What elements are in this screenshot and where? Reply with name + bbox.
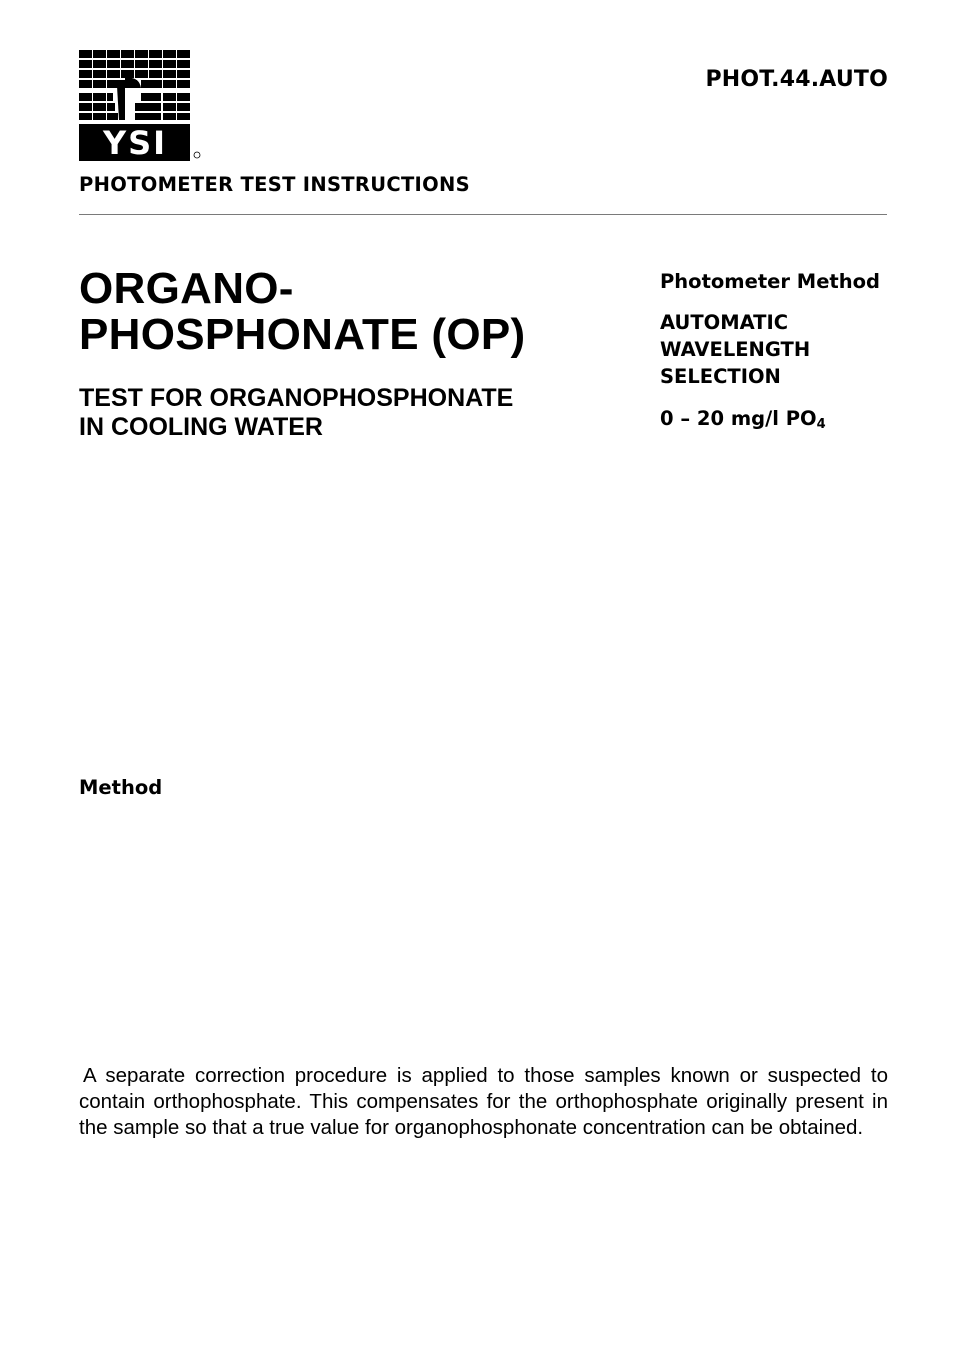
wavelength-selection-line-1: AUTOMATIC [660, 311, 789, 334]
page-title [79, 266, 525, 358]
page-title-line-1: ORGANO- [79, 264, 294, 313]
test-description-line-2: IN COOLING WATER [79, 413, 323, 441]
measurement-range [660, 405, 826, 438]
wavelength-selection-label [660, 309, 810, 390]
method-heading: Method [79, 776, 163, 799]
measurement-range-text: 0 – 20 mg/l PO [660, 407, 817, 430]
measurement-range-subscript: 4 [816, 417, 826, 432]
document-code: PHOT.44.AUTO [705, 67, 888, 92]
wavelength-selection-line-2: WAVELENGTH [660, 338, 811, 361]
header-divider [79, 214, 887, 215]
photometer-method-label: Photometer Method [660, 270, 880, 293]
ysi-logo-icon [79, 48, 203, 162]
page-title-line-2: PHOSPHONATE (OP) [79, 310, 526, 359]
svg-text:YSI: YSI [102, 124, 168, 162]
test-description-line-1: TEST FOR ORGANOPHOSPHONATE [79, 384, 514, 412]
document-subtitle: PHOTOMETER TEST INSTRUCTIONS [79, 173, 470, 196]
correction-paragraph: A separate correction procedure is applied to those samples known or suspected to contain orthophosphate. This compensates for the orthophosphate originally present in the sample so that a true value for organophosphonate concentration can be obtained. [79, 1064, 888, 1139]
test-description [79, 384, 513, 442]
wavelength-selection-line-3: SELECTION [660, 365, 781, 388]
